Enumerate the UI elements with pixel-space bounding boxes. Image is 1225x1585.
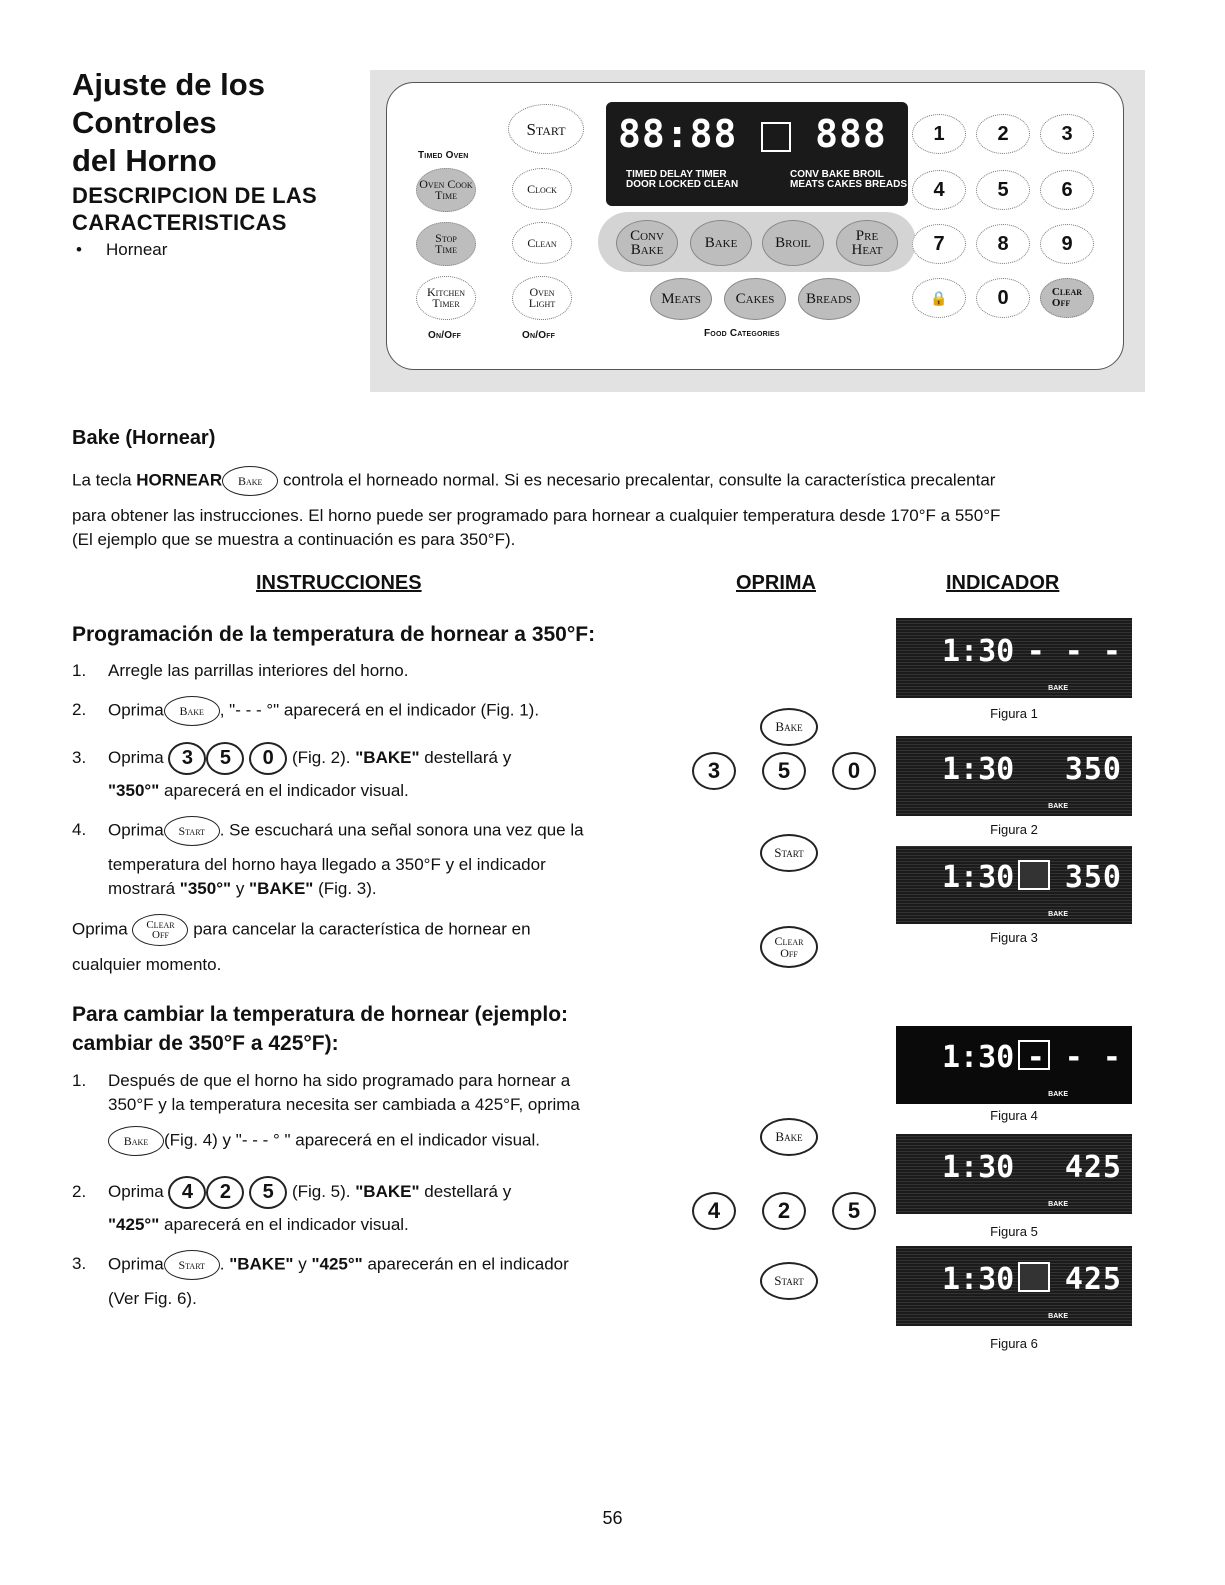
- s2-step-3: 3. Oprima Start . "BAKE" y "425°" aparecerán en el indicador: [72, 1250, 569, 1280]
- key-0-icon: 0: [832, 752, 876, 790]
- key-5-icon: 5: [762, 752, 806, 790]
- lock-key: [912, 278, 966, 318]
- oven-light-key: Oven Light: [512, 276, 572, 320]
- start-key-icon: Start: [760, 1262, 818, 1300]
- key-3-icon: 3: [168, 742, 206, 775]
- key-3-icon: 3: [692, 752, 736, 790]
- bake-key-icon: Bake: [108, 1126, 164, 1156]
- bake-key-icon: Bake: [760, 1118, 818, 1156]
- step-3: 3. Oprima 3 5 0 (Fig. 2). "BAKE" destellará y: [72, 742, 511, 775]
- food-categories-label: Food Categories: [704, 328, 780, 339]
- stop-time-key: Stop Time: [416, 222, 476, 266]
- cancel-note: Oprima Clear Off para cancelar la característica de hornear en: [72, 914, 531, 946]
- clock-key: Clock: [512, 168, 572, 210]
- start-key-icon: Start: [760, 834, 818, 872]
- start-key-icon: Start: [164, 1250, 220, 1280]
- column-instrucciones: INSTRUCCIONES: [256, 572, 422, 594]
- clear-off-key: Clear Off: [1040, 278, 1094, 318]
- num-key-7: 7: [912, 224, 966, 264]
- display-figure-4: 1:30 - - - BAKE: [896, 1026, 1132, 1104]
- kitchen-timer-key: Kitchen Timer: [416, 276, 476, 320]
- s2-step-3-cont: (Ver Fig. 6).: [108, 1289, 197, 1308]
- meats-key: Meats: [650, 278, 712, 320]
- section1-heading: Programación de la temperatura de hornear a 350°F:: [72, 623, 596, 646]
- oven-on-indicator: [1018, 860, 1050, 890]
- fan-icon: [761, 122, 791, 152]
- num-key-4: 4: [912, 170, 966, 210]
- start-key-icon: Start: [164, 816, 220, 846]
- section2-heading: Para cambiar la temperatura de hornear (ejemplo: cambiar de 350°F a 425°F):: [72, 1003, 569, 1055]
- num-key-9: 9: [1040, 224, 1094, 264]
- display-figure-5: 1:30 425 BAKE: [896, 1134, 1132, 1214]
- preheat-key: Pre Heat: [836, 220, 898, 266]
- bake-key-icon: Bake: [222, 466, 278, 496]
- cancel-note-cont: cualquier momento.: [72, 955, 222, 974]
- key-4-icon: 4: [692, 1192, 736, 1230]
- display-figure-6: 1:30 425 BAKE: [896, 1246, 1132, 1326]
- num-key-0: 0: [976, 278, 1030, 318]
- step-3-cont: "350°" aparecerá en el indicador visual.: [108, 781, 409, 800]
- cakes-key: Cakes: [724, 278, 786, 320]
- step-2: 2. Oprima Bake , "- - - °" aparecerá en el indicador (Fig. 1).: [72, 696, 539, 726]
- bake-key-icon: Bake: [760, 708, 818, 746]
- start-key: Start: [508, 104, 584, 154]
- num-key-5: 5: [976, 170, 1030, 210]
- s2-step-1-cont2: Bake (Fig. 4) y "- - - ° " aparecerá en el indicador visual.: [108, 1126, 540, 1156]
- figure-caption-4: Figura 4: [990, 1108, 1038, 1123]
- display-labels-right: CONV BAKE BROIL MEATS CAKES BREADS: [790, 169, 908, 190]
- display-figure-2: 1:30 350 BAKE: [896, 736, 1132, 816]
- bake-key: Bake: [690, 220, 752, 266]
- bullet-item: • Hornear: [76, 240, 168, 259]
- page-number: 56: [602, 1508, 623, 1528]
- key-4-icon: 4: [168, 1176, 206, 1209]
- s2-step-1: 1. Después de que el horno ha sido programado para hornear a: [72, 1071, 571, 1090]
- on-off-label: On/Off: [428, 330, 462, 341]
- figure-caption-1: Figura 1: [990, 706, 1038, 721]
- step-4-cont-1: temperatura del horno haya llegado a 350°F y el indicador: [108, 855, 546, 874]
- step-4-cont-2: mostrará "350°" y "BAKE" (Fig. 3).: [108, 879, 377, 898]
- bake-key-icon: Bake: [164, 696, 220, 726]
- intro-line-3: (El ejemplo que se muestra a continuación es para 350°F).: [72, 530, 516, 549]
- key-5-icon: 5: [249, 1176, 287, 1209]
- intro-line-1: La tecla HORNEAR Bake controla el horneado normal. Si es necesario precalentar, consulte la característica precalentar: [72, 466, 1152, 496]
- step-1: 1. Arregle las parrillas interiores del horno.: [72, 661, 409, 680]
- key-2-icon: 2: [206, 1176, 244, 1209]
- conv-bake-key: Conv Bake: [616, 220, 678, 266]
- key-5-icon: 5: [832, 1192, 876, 1230]
- clean-key: Clean: [512, 222, 572, 264]
- column-indicador: INDICADOR: [946, 572, 1060, 594]
- display-labels-left: TIMED DELAY TIMER DOOR LOCKED CLEAN: [626, 169, 739, 190]
- key-2-icon: 2: [762, 1192, 806, 1230]
- num-key-6: 6: [1040, 170, 1094, 210]
- section-subtitle: DESCRIPCION DE LAS CARACTERISTICAS: [72, 183, 317, 235]
- s2-step-2: 2. Oprima 4 2 5 (Fig. 5). "BAKE" destellará y: [72, 1176, 511, 1209]
- bake-heading: Bake (Hornear): [72, 427, 216, 449]
- clear-off-key-icon: Clear Off: [760, 926, 818, 968]
- num-key-3: 3: [1040, 114, 1094, 154]
- intro-line-2: para obtener las instrucciones. El horno puede ser programado para hornear a cualquier temperatura desde 170°F a 550°F: [72, 506, 1001, 525]
- display-figure-1: 1:30 - - - BAKE: [896, 618, 1132, 698]
- page-title: Ajuste de los Controles del Horno: [72, 67, 265, 178]
- on-off-label: On/Off: [522, 330, 556, 341]
- s2-step-1-cont: 350°F y la temperatura necesita ser cambiada a 425°F, oprima: [108, 1095, 580, 1114]
- oven-on-indicator: [1018, 1262, 1050, 1292]
- lock-icon: 🔒: [930, 289, 948, 306]
- s2-step-2-cont: "425°" aparecerá en el indicador visual.: [108, 1215, 409, 1234]
- oven-cook-time-key: Oven Cook Time: [416, 168, 476, 212]
- num-key-2: 2: [976, 114, 1030, 154]
- column-oprima: OPRIMA: [736, 572, 816, 594]
- display-digits: 88:88 888: [618, 112, 887, 156]
- figure-caption-3: Figura 3: [990, 930, 1038, 945]
- figure-caption-6: Figura 6: [990, 1336, 1038, 1351]
- broil-key: Broil: [762, 220, 824, 266]
- num-key-8: 8: [976, 224, 1030, 264]
- step-4: 4. Oprima Start . Se escuchará una señal sonora una vez que la: [72, 816, 584, 846]
- breads-key: Breads: [798, 278, 860, 320]
- clear-off-key-icon: Clear Off: [132, 914, 188, 946]
- key-5-icon: 5: [206, 742, 244, 775]
- timed-oven-label: Timed Oven: [418, 150, 469, 161]
- figure-caption-5: Figura 5: [990, 1224, 1038, 1239]
- key-0-icon: 0: [249, 742, 287, 775]
- display-figure-3: 1:30 350 BAKE: [896, 846, 1132, 924]
- figure-caption-2: Figura 2: [990, 822, 1038, 837]
- num-key-1: 1: [912, 114, 966, 154]
